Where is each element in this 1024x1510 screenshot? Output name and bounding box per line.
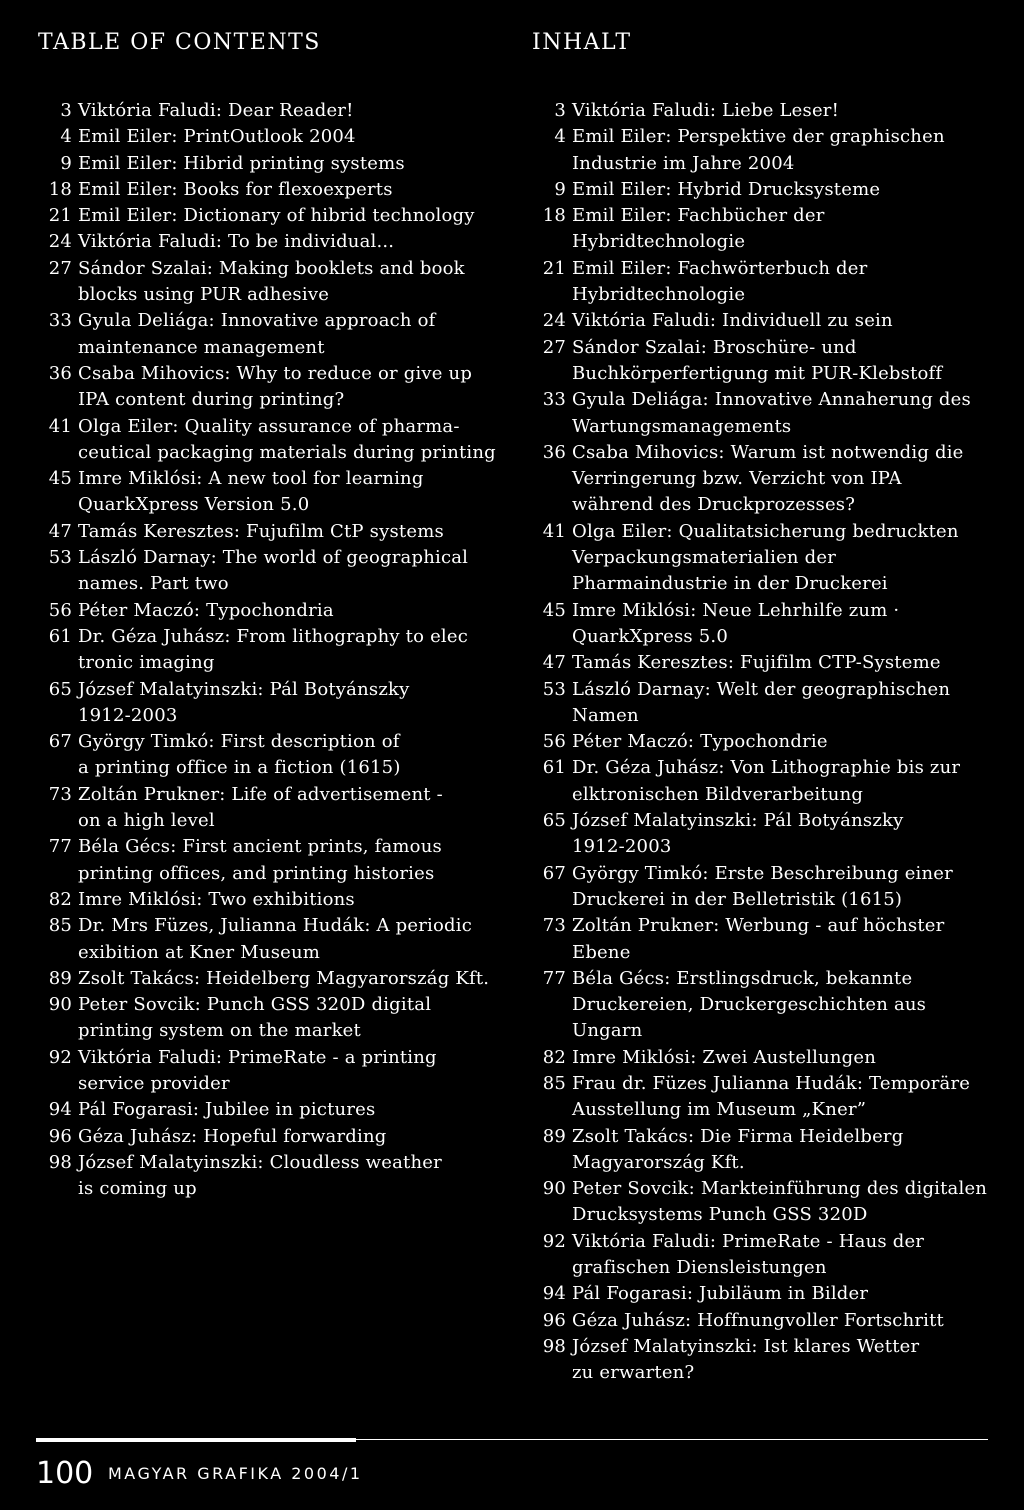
toc-english-entry bbox=[36, 1124, 506, 1150]
toc-english-entry bbox=[36, 361, 506, 414]
entry-page-number: 3 bbox=[60, 100, 72, 121]
entry-page-number: 90 bbox=[48, 994, 72, 1016]
entry-title: Tamás Keresztes: Fujufilm CtP systems bbox=[78, 520, 444, 542]
entry-title: Imre Miklósi: Zwei Austellungen bbox=[572, 1046, 877, 1068]
toc-german-entry bbox=[530, 808, 990, 861]
toc-english-entry bbox=[36, 1150, 506, 1203]
entry-page-number: 89 bbox=[48, 967, 72, 989]
toc-german-entry bbox=[530, 598, 990, 651]
entry-title: Imre Miklósi: Neue Lehrhilfe zum · QuarkXpress 5.0 bbox=[572, 599, 900, 647]
entry-title: Viktória Faludi: PrimeRate - Haus der grafischen Diensleistungen bbox=[572, 1230, 925, 1279]
entry-title: Emil Eiler: Books for flexoexperts bbox=[78, 178, 393, 200]
entry-title: Viktória Faludi: Dear Reader! bbox=[78, 100, 354, 121]
entry-title: Géza Juhász: Hopeful forwarding bbox=[78, 1125, 387, 1147]
entry-page-number: 73 bbox=[48, 783, 72, 805]
toc-english-title: TABLE OF CONTENTS bbox=[38, 30, 321, 55]
entry-page-number: 96 bbox=[48, 1125, 72, 1147]
entry-page-number: 27 bbox=[48, 257, 72, 279]
toc-german-entry bbox=[530, 1308, 990, 1334]
entry-page-number: 21 bbox=[542, 257, 566, 279]
toc-german-entry bbox=[530, 966, 990, 1045]
entry-page-number: 36 bbox=[542, 441, 566, 463]
entry-title: Viktória Faludi: Individuell zu sein bbox=[572, 310, 893, 332]
entry-page-number: 47 bbox=[542, 652, 566, 674]
toc-german-entry bbox=[530, 650, 990, 676]
entry-page-number: 94 bbox=[542, 1283, 566, 1305]
entry-page-number: 96 bbox=[542, 1309, 566, 1331]
entry-page-number: 67 bbox=[48, 731, 72, 753]
toc-german-entry bbox=[530, 861, 990, 914]
entry-page-number: 89 bbox=[542, 1125, 566, 1147]
entry-title: László Darnay: The world of geographical names. Part two bbox=[78, 547, 469, 595]
entry-page-number: 61 bbox=[48, 625, 72, 647]
entry-title: Emil Eiler: Perspektive der graphischen Industrie im Jahre 2004 bbox=[572, 126, 945, 174]
entry-title: Emil Eiler: Dictionary of hibrid technology bbox=[78, 205, 475, 227]
entry-title: József Malatyinszki: Ist klares Wetter zu erwarten? bbox=[572, 1335, 920, 1384]
entry-title: Gyula Deliága: Innovative approach of maintenance management bbox=[78, 310, 436, 358]
entry-title: György Timkó: Erste Beschreibung einer Druckerei in der Belletristik (1615) bbox=[572, 862, 953, 910]
entry-page-number: 77 bbox=[48, 836, 72, 858]
toc-english-entry bbox=[36, 1097, 506, 1123]
entry-page-number: 61 bbox=[542, 757, 566, 779]
entry-page-number: 33 bbox=[48, 310, 72, 332]
entry-title: József Malatyinszki: Cloudless weather is coming up bbox=[78, 1151, 442, 1200]
entry-page-number: 27 bbox=[542, 336, 566, 358]
entry-title: Emil Eiler: Fachbücher der Hybridtechnologie bbox=[572, 205, 825, 253]
entry-title: Imre Miklósi: Two exhibitions bbox=[78, 888, 355, 910]
entry-title: Dr. Géza Juhász: From lithography to elec tronic imaging bbox=[78, 625, 469, 674]
toc-english-entry bbox=[36, 124, 506, 150]
entry-page-number: 45 bbox=[48, 468, 72, 490]
entry-page-number: 98 bbox=[542, 1335, 566, 1357]
toc-german-entry bbox=[530, 1045, 990, 1071]
entry-page-number: 98 bbox=[48, 1151, 72, 1173]
entry-page-number: 33 bbox=[542, 389, 566, 411]
entry-title: Béla Gécs: First ancient prints, famous printing offices, and printing histories bbox=[78, 836, 442, 884]
entry-title: Béla Gécs: Erstlingsdruck, bekannte Druckereien, Druckergeschichten aus Ungarn bbox=[572, 967, 927, 1042]
toc-english-entry bbox=[36, 203, 506, 229]
toc-german-entry bbox=[530, 729, 990, 755]
toc-english-entry bbox=[36, 624, 506, 677]
entry-title: Sándor Szalai: Making booklets and book blocks using PUR adhesive bbox=[78, 257, 465, 306]
entry-title: Péter Maczó: Typochondrie bbox=[572, 731, 828, 753]
toc-english-entry bbox=[36, 1045, 506, 1098]
toc-english-entry bbox=[36, 308, 506, 361]
entry-title: Pál Fogarasi: Jubiläum in Bilder bbox=[572, 1283, 869, 1305]
toc-german-entry bbox=[530, 124, 990, 177]
toc-german-entry bbox=[530, 677, 990, 730]
entry-title: Csaba Mihovics: Why to reduce or give up IPA content during printing? bbox=[78, 362, 473, 411]
entry-title: Imre Miklósi: A new tool for learning QuarkXpress Version 5.0 bbox=[78, 468, 424, 516]
entry-page-number: 4 bbox=[60, 126, 72, 148]
toc-german-entry bbox=[530, 519, 990, 598]
entry-title: Dr. Mrs Füzes, Julianna Hudák: A periodic exibition at Kner Museum bbox=[78, 915, 472, 963]
entry-title: Sándor Szalai: Broschüre- und Buchkörperfertigung mit PUR-Klebstoff bbox=[572, 336, 943, 384]
toc-german-entry bbox=[530, 1176, 990, 1229]
entry-title: József Malatyinszki: Pál Botyánszky 1912-2003 bbox=[78, 678, 410, 726]
entry-title: Zsolt Takács: Heidelberg Magyarország Kft. bbox=[78, 967, 490, 989]
page-number: 100 bbox=[36, 1456, 94, 1491]
entry-page-number: 21 bbox=[48, 205, 72, 227]
entry-page-number: 18 bbox=[48, 178, 72, 200]
toc-german-entry bbox=[530, 387, 990, 440]
entry-title: Zoltán Prukner: Life of advertisement - on a high level bbox=[78, 783, 443, 832]
toc-english-entry bbox=[36, 177, 506, 203]
entry-page-number: 41 bbox=[48, 415, 72, 437]
entry-title: Géza Juhász: Hoffnungvoller Fortschritt bbox=[572, 1309, 944, 1331]
entry-title: Zoltán Prukner: Werbung - auf höchster Ebene bbox=[572, 915, 945, 963]
entry-title: György Timkó: First description of a printing office in a fiction (1615) bbox=[78, 731, 401, 779]
toc-german-entry bbox=[530, 1334, 990, 1387]
toc-german-title: INHALT bbox=[532, 30, 632, 55]
entry-title: Gyula Deliága: Innovative Annaherung des Wartungsmanagements bbox=[572, 389, 971, 437]
entry-page-number: 65 bbox=[48, 678, 72, 700]
entry-page-number: 24 bbox=[48, 231, 72, 253]
entry-page-number: 18 bbox=[542, 205, 566, 227]
toc-german-entry bbox=[530, 177, 990, 203]
entry-title: Olga Eiler: Qualitatsicherung bedruckten Verpackungsmaterialien der Pharmaindustrie in der Druckerei bbox=[572, 520, 959, 595]
entry-title: Péter Maczó: Typochondria bbox=[78, 599, 334, 621]
entry-title: Pál Fogarasi: Jubilee in pictures bbox=[78, 1099, 376, 1121]
entry-page-number: 45 bbox=[542, 599, 566, 621]
entry-page-number: 92 bbox=[542, 1230, 566, 1252]
toc-english-entry bbox=[36, 782, 506, 835]
entry-title: Frau dr. Füzes Julianna Hudák: Temporäre Ausstellung im Museum „Kner” bbox=[572, 1072, 971, 1121]
entry-page-number: 9 bbox=[60, 152, 72, 174]
toc-english-entry bbox=[36, 913, 506, 966]
entry-title: Csaba Mihovics: Warum ist notwendig die Verringerung bzw. Verzicht von IPA während des Druckprozesses? bbox=[572, 441, 964, 516]
toc-english-entry bbox=[36, 545, 506, 598]
toc-english-column bbox=[36, 28, 506, 1202]
toc-german-entry bbox=[530, 98, 990, 124]
toc-german-entry bbox=[530, 1124, 990, 1177]
entry-title: Emil Eiler: Fachwörterbuch der Hybridtechnologie bbox=[572, 257, 868, 306]
entry-title: Peter Sovcik: Markteinführung des digitalen Drucksystems Punch GSS 320D bbox=[572, 1178, 988, 1226]
toc-english-entry bbox=[36, 729, 506, 782]
toc-english-entry bbox=[36, 466, 506, 519]
footer-rule-thin bbox=[356, 1439, 988, 1440]
footer-rule-thick bbox=[36, 1438, 356, 1442]
toc-german-entry bbox=[530, 755, 990, 808]
toc-german-entry bbox=[530, 335, 990, 388]
toc-english-entry bbox=[36, 519, 506, 545]
entry-page-number: 85 bbox=[542, 1072, 566, 1094]
toc-english-entry bbox=[36, 887, 506, 913]
toc-english-entry bbox=[36, 229, 506, 255]
entry-title: Viktória Faludi: To be individual... bbox=[78, 231, 395, 253]
entry-page-number: 73 bbox=[542, 915, 566, 937]
magazine-name: MAGYAR GRAFIKA 2004/1 bbox=[108, 1464, 363, 1483]
toc-german-entry bbox=[530, 308, 990, 334]
toc-german-entry bbox=[530, 1229, 990, 1282]
toc-english-entry bbox=[36, 414, 506, 467]
entry-title: Olga Eiler: Quality assurance of pharma- ceutical packaging materials during printing bbox=[78, 415, 496, 463]
toc-english-entry bbox=[36, 256, 506, 309]
entry-page-number: 82 bbox=[542, 1046, 566, 1068]
entry-page-number: 41 bbox=[542, 520, 566, 542]
toc-english-entry bbox=[36, 834, 506, 887]
entry-page-number: 47 bbox=[48, 520, 72, 542]
entry-page-number: 77 bbox=[542, 967, 566, 989]
entry-page-number: 9 bbox=[554, 178, 566, 200]
entry-page-number: 53 bbox=[48, 547, 72, 569]
entry-page-number: 4 bbox=[554, 126, 566, 148]
toc-english-entry bbox=[36, 151, 506, 177]
toc-german-column bbox=[530, 28, 990, 1387]
entry-page-number: 53 bbox=[542, 678, 566, 700]
entry-page-number: 67 bbox=[542, 862, 566, 884]
entry-page-number: 56 bbox=[48, 599, 72, 621]
entry-title: László Darnay: Welt der geographischen Namen bbox=[572, 678, 951, 726]
toc-english-entry bbox=[36, 966, 506, 992]
entry-page-number: 94 bbox=[48, 1099, 72, 1121]
toc-german-list bbox=[530, 98, 990, 1387]
toc-german-entry bbox=[530, 913, 990, 966]
toc-german-entry bbox=[530, 203, 990, 256]
toc-german-entry bbox=[530, 1071, 990, 1124]
toc-english-entry bbox=[36, 992, 506, 1045]
toc-english-list bbox=[36, 98, 506, 1202]
toc-german-entry bbox=[530, 1281, 990, 1307]
entry-title: Viktória Faludi: PrimeRate - a printing service provider bbox=[78, 1046, 437, 1094]
entry-page-number: 90 bbox=[542, 1178, 566, 1200]
entry-title: Zsolt Takács: Die Firma Heidelberg Magyarország Kft. bbox=[572, 1125, 904, 1173]
toc-english-entry bbox=[36, 98, 506, 124]
toc-english-entry bbox=[36, 677, 506, 730]
entry-page-number: 56 bbox=[542, 731, 566, 753]
toc-german-entry bbox=[530, 256, 990, 309]
entry-title: Dr. Géza Juhász: Von Lithographie bis zur elktronischen Bildverarbeitung bbox=[572, 757, 961, 805]
toc-english-entry bbox=[36, 598, 506, 624]
entry-page-number: 82 bbox=[48, 888, 72, 910]
entry-title: Tamás Keresztes: Fujifilm CTP-Systeme bbox=[572, 652, 941, 674]
toc-german-entry bbox=[530, 440, 990, 519]
entry-title: Emil Eiler: Hybrid Drucksysteme bbox=[572, 178, 881, 200]
entry-title: Viktória Faludi: Liebe Leser! bbox=[572, 100, 840, 121]
entry-page-number: 3 bbox=[554, 100, 566, 121]
entry-title: Peter Sovcik: Punch GSS 320D digital printing system on the market bbox=[78, 994, 432, 1042]
entry-page-number: 92 bbox=[48, 1046, 72, 1068]
entry-page-number: 85 bbox=[48, 915, 72, 937]
entry-page-number: 36 bbox=[48, 362, 72, 384]
entry-page-number: 24 bbox=[542, 310, 566, 332]
entry-title: József Malatyinszki: Pál Botyánszky 1912-2003 bbox=[572, 810, 904, 858]
entry-title: Emil Eiler: PrintOutlook 2004 bbox=[78, 126, 356, 148]
entry-page-number: 65 bbox=[542, 810, 566, 832]
entry-title: Emil Eiler: Hibrid printing systems bbox=[78, 152, 405, 174]
